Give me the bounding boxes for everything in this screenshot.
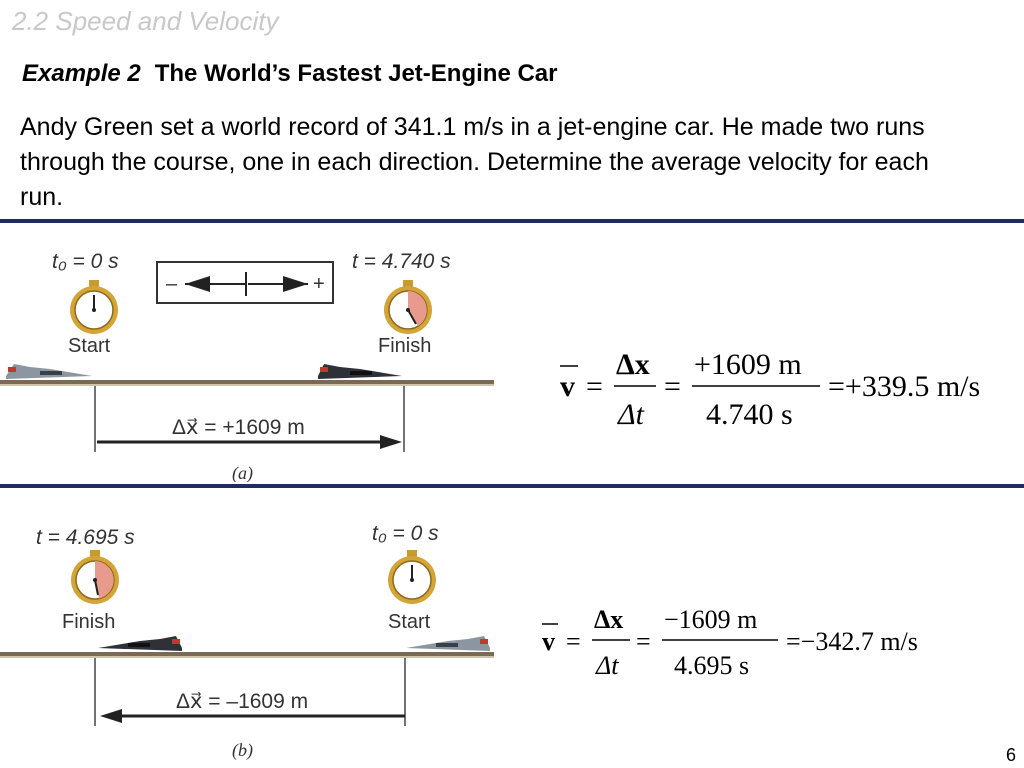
middle-divider: [0, 484, 1024, 488]
stopwatch-start-icon: [388, 550, 436, 604]
svg-text:=: =: [586, 370, 603, 403]
start-time-label: t₀ = 0 s: [372, 522, 439, 545]
stopwatch-finish-icon: [384, 280, 432, 334]
svg-text:=: =: [664, 370, 681, 403]
frac1-denominator: Δt: [618, 398, 644, 431]
example-title: The World’s Fastest Jet-Engine Car: [154, 60, 558, 87]
figure-caption: (a): [232, 463, 253, 482]
velocity-symbol: v: [542, 627, 555, 656]
frac2-numerator: −1609 m: [664, 605, 758, 634]
axis-plus: +: [313, 273, 325, 295]
frac2-numerator: +1609 m: [694, 348, 802, 381]
svg-text:=: =: [566, 627, 581, 656]
stopwatch-start-icon: [70, 280, 118, 334]
stopwatch-finish-icon: [71, 550, 119, 604]
start-time-label: t₀ = 0 s: [52, 250, 119, 273]
frac2-denominator: 4.740 s: [706, 398, 793, 431]
jet-car-start-icon: [406, 636, 490, 651]
velocity-result: =+339.5 m/s: [828, 370, 981, 403]
top-divider: [0, 219, 1024, 223]
figure-b: [0, 510, 500, 764]
frac2-denominator: 4.695 s: [674, 651, 750, 680]
example-heading: [22, 60, 557, 88]
jet-car-finish-icon: [318, 364, 402, 379]
equation-a: [548, 340, 1018, 440]
end-time-label: t = 4.695 s: [36, 526, 135, 549]
equation-b: [530, 600, 970, 690]
frac1-numerator: Δx: [594, 605, 624, 634]
start-label: Start: [68, 335, 111, 357]
example-label: Example 2: [22, 60, 141, 87]
frac1-denominator: Δt: [596, 651, 619, 680]
axis-minus: –: [166, 273, 178, 295]
figure-a: [0, 224, 500, 482]
frac1-numerator: Δx: [616, 348, 650, 381]
end-time-label: t = 4.740 s: [352, 250, 451, 273]
direction-axis: [157, 262, 333, 303]
displacement-label: Δx⃗ = +1609 m: [172, 416, 305, 439]
svg-text:=: =: [636, 627, 651, 656]
velocity-result: =−342.7 m/s: [786, 627, 918, 656]
jet-car-finish-icon: [98, 636, 182, 651]
finish-label: Finish: [378, 335, 432, 357]
displacement-label: Δx⃗ = –1609 m: [176, 690, 309, 713]
jet-car-start-icon: [6, 364, 92, 379]
section-title: 2.2 Speed and Velocity: [12, 6, 279, 36]
problem-statement: Andy Green set a world record of 341.1 m/s in a jet-engine car. He made two runs through the course, one in each direction. Determine the average velocity for each run.: [20, 113, 929, 211]
figure-caption: (b): [232, 740, 253, 760]
start-label: Start: [388, 611, 431, 633]
page-number: 6: [1005, 745, 1016, 765]
velocity-symbol: v: [560, 370, 575, 403]
finish-label: Finish: [62, 611, 116, 633]
